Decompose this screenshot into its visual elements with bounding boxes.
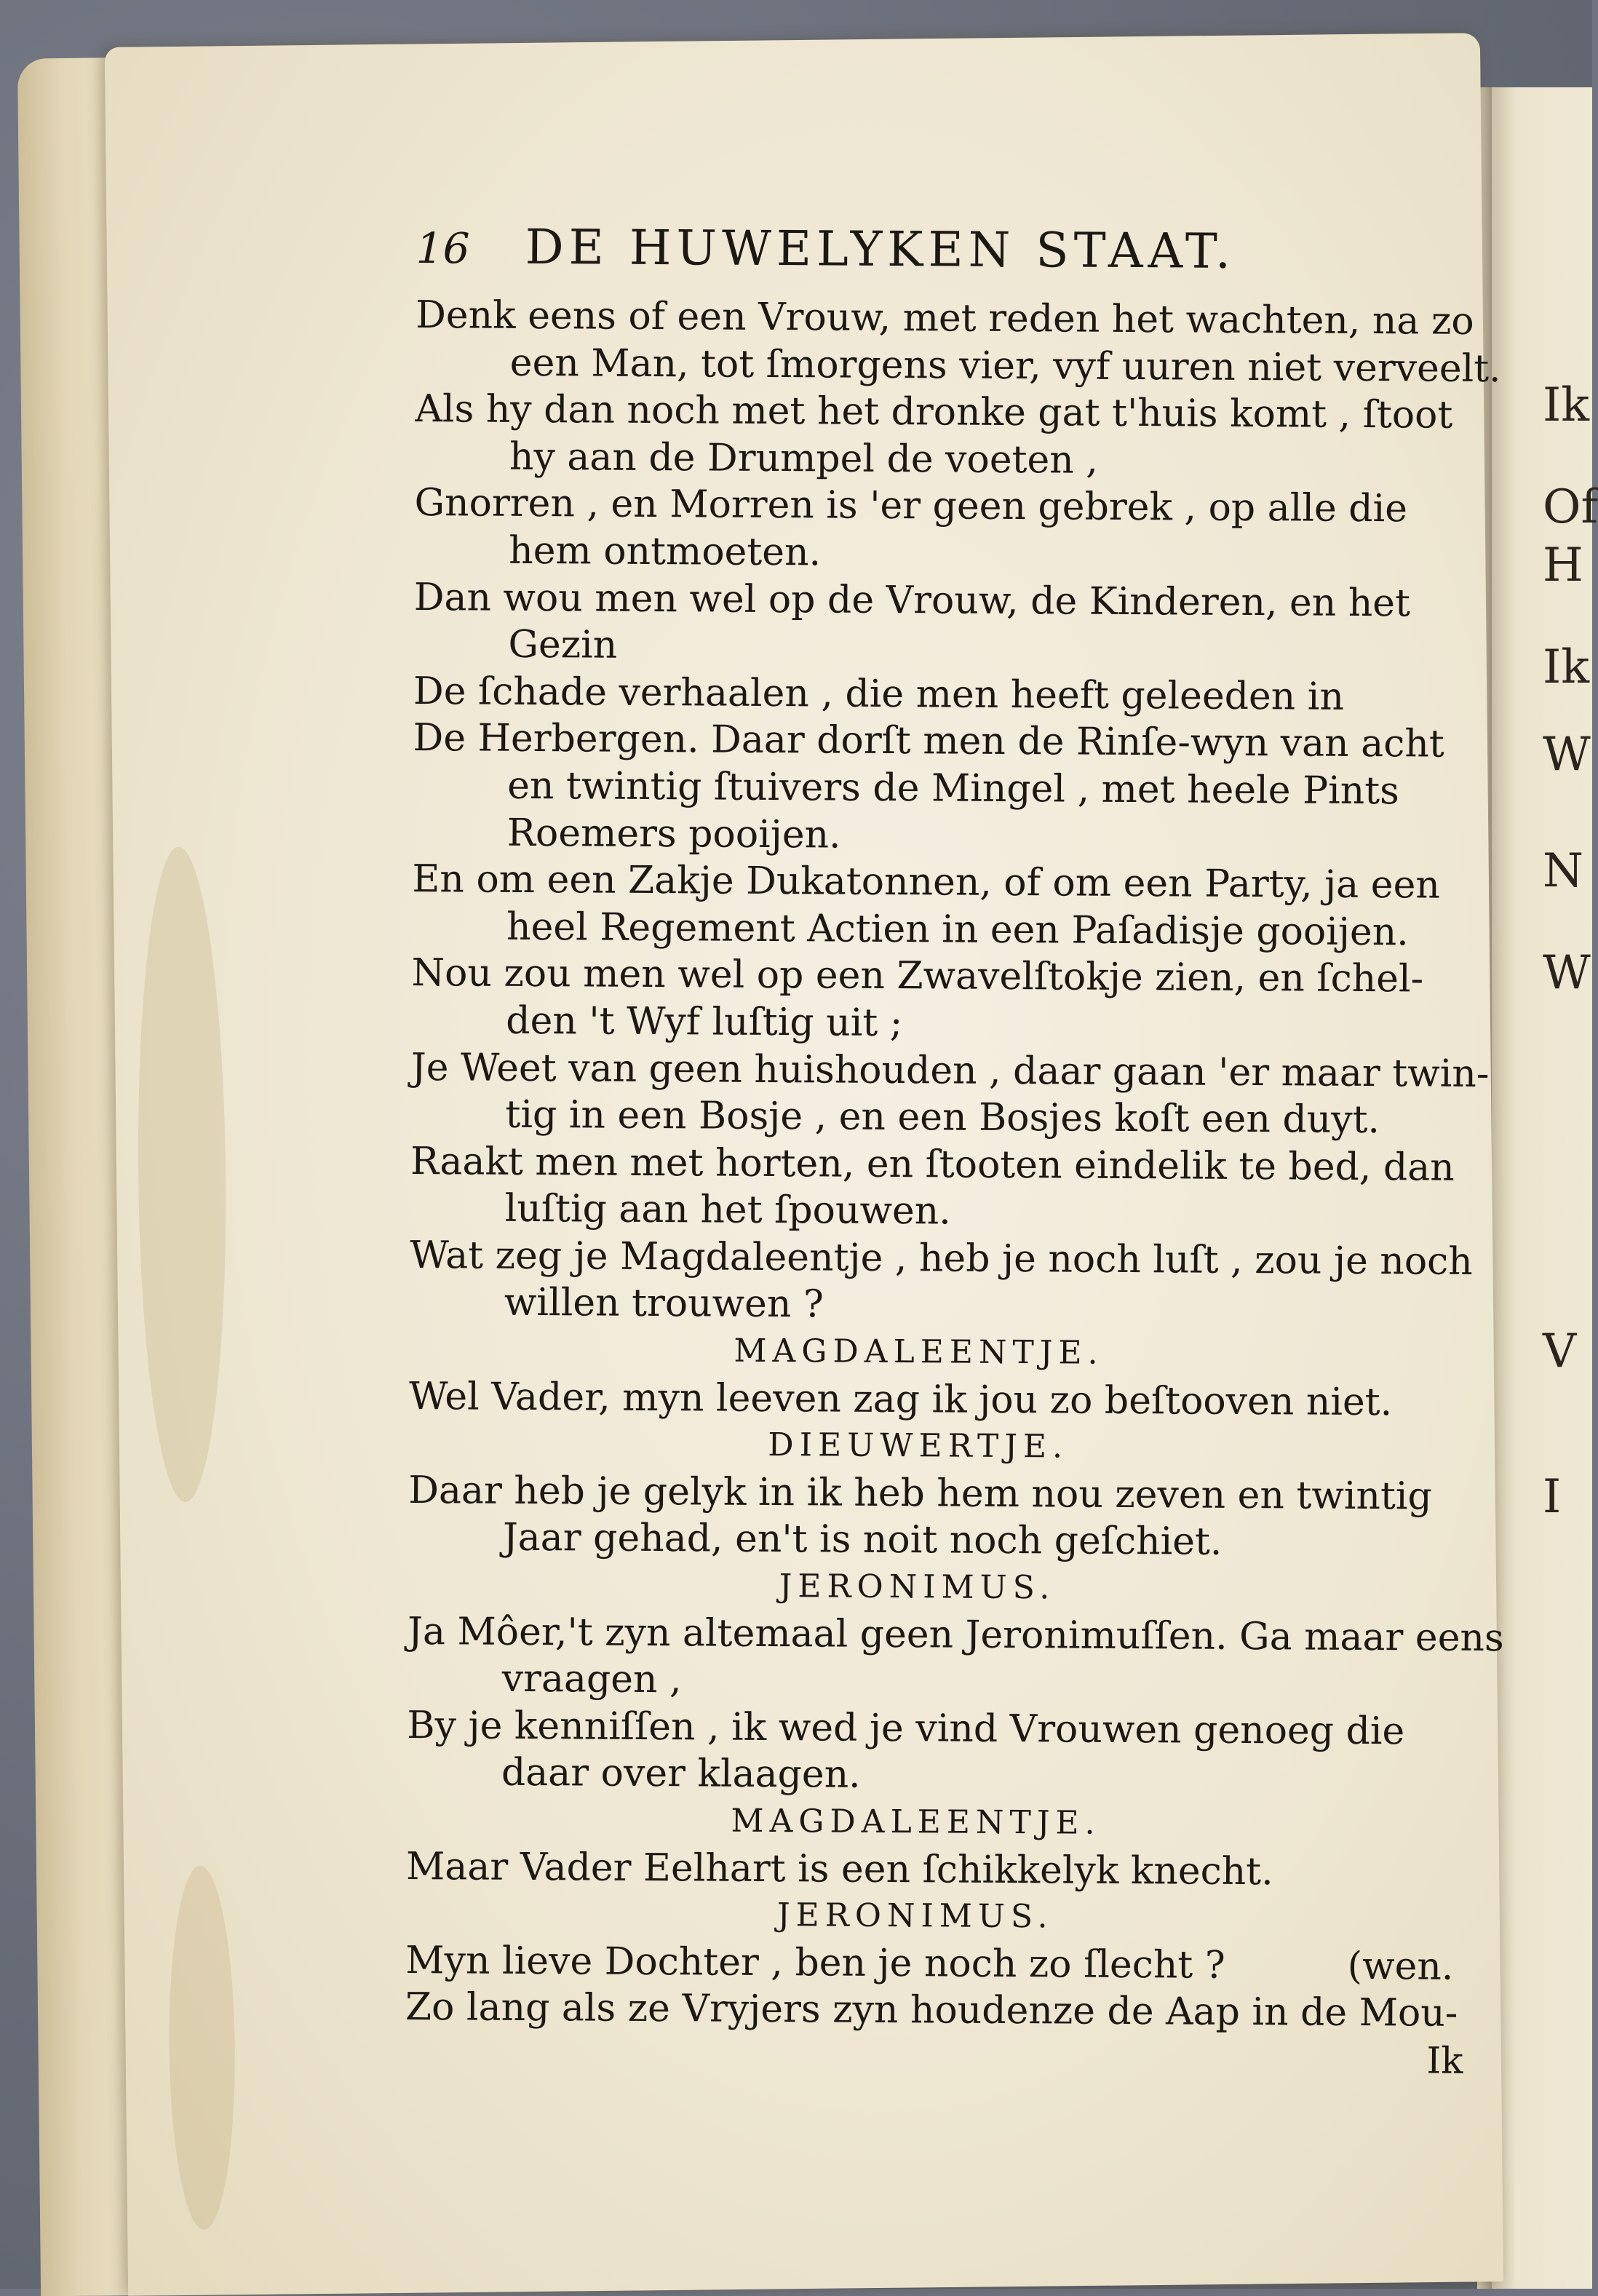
verse-line [410,1044,1490,1097]
verse-continuation-line [408,1514,1456,1567]
line-text: JERONIMUS. [776,1896,1054,1936]
verse-line [413,668,1461,721]
line-text: De Herbergen. Daar dorſt men de Rinſe-wyn van acht [413,716,1444,766]
line-text: willen trouwen ? [504,1281,824,1327]
line-text: Raakt men met horten, en ſtooten eindelik te bed, dan [410,1139,1455,1190]
facing-page-fragment: Ik [1543,640,1590,694]
line-text: JERONIMUS. [779,1568,1056,1607]
verse-continuation-line [410,1279,1458,1332]
verse-continuation-line [416,339,1501,392]
running-title: DE HUWELYKEN STAAT. [525,218,1236,279]
speaker-name [409,1326,1457,1379]
line-text: Jaar gehad, en't is noit noch geſchiet. [502,1516,1223,1565]
verse-continuation-line [410,1091,1458,1144]
line-text: Ja Môer,'t zyn altemaal geen Jeronimuſſen. Ga maar eens [407,1609,1504,1660]
line-text: Roemers pooijen. [506,811,841,857]
turnover-word: (wen. [1347,1944,1454,1989]
facing-page-fragment: I [1543,1470,1562,1524]
facing-page-fragment: W [1543,728,1591,782]
line-text: een Man, tot ſmorgens vier, vyf uuren niet verveelt. [509,341,1501,391]
line-text: luſtig aan het ſpouwen. [504,1187,951,1234]
page-number: 16 [416,223,470,274]
speaker-name [409,1420,1457,1473]
verse-continuation-line [413,809,1460,862]
line-text: tig in een Bosje , en een Bosjes koſt een duyt. [505,1092,1380,1143]
facing-page [1492,87,1598,2289]
line-text: By je kenniſſen , ik wed je vind Vrouwen genoeg die [407,1703,1405,1754]
verse-line [416,292,1474,345]
line-text: Wel Vader, myn leeven zag ik jou zo beſtooven niet. [408,1374,1393,1424]
line-text: De ſchade verhaalen , die men heeft geleeden in [413,669,1345,719]
verse-line [415,386,1463,439]
line-text: Dan wou men wel op de Vrouw, de Kinderen, en het [413,575,1411,625]
verse-continuation-line [414,527,1462,580]
verse-line [414,574,1462,627]
verse-line [409,1373,1457,1426]
line-text: hem ontmoeten. [509,528,822,575]
verse-line [410,1138,1458,1191]
line-text: Je Weet van geen huishouden , daar gaan 'er maar twin- [410,1045,1490,1096]
verse-line [411,950,1459,1003]
running-head [416,218,1464,294]
verse-line [405,1984,1458,2037]
verse-line [414,480,1462,533]
facing-page-fragment: H [1543,539,1583,592]
line-text: Zo lang als ze Vryjers zyn houdenze de Aap in de Mou- [405,1985,1458,2036]
verse-continuation-line [411,997,1459,1050]
line-text: en twintig ſtuivers de Mingel , met heele Pints [507,763,1399,814]
verse-line [406,1843,1454,1896]
facing-page-fragment: Of [1543,480,1598,534]
line-text: Nou zou men wel op een Zwavelſtokje zien, en ſchel- [411,951,1424,1001]
verse-line [413,715,1460,768]
line-text: daar over klaagen. [501,1751,861,1798]
stain [167,1865,236,2230]
catchword: Ik [1426,2039,1463,2082]
verse-line [407,1608,1504,1661]
line-text: Gnorren , en Morren is 'er geen gebrek , op alle die [414,481,1408,531]
verse-continuation-line [413,621,1461,674]
verse-line [408,1467,1456,1520]
verse-lines [405,292,1504,2038]
verse-line [407,1702,1455,1755]
facing-page-fragment: Ik [1543,378,1590,432]
line-text: En om een Zakje Dukatonnen, of om een Party, ja een [412,857,1441,907]
line-text: DIEUWERTJE. [768,1426,1069,1466]
facing-page-fragment: N [1543,844,1583,898]
line-text: Maar Vader Eelhart is een ſchikkelyk knecht. [405,1844,1273,1894]
verse-continuation-line [408,1655,1455,1708]
verse-line [412,856,1460,909]
line-text: Wat zeg je Magdaleentje , heb je noch luſt , zou je noch [410,1233,1473,1284]
line-text: heel Regement Actien in een Paſadisje gooijen. [506,905,1409,955]
line-text: hy aan de Drumpel de voeten , [509,434,1099,482]
line-text: MAGDALEENTJE. [731,1802,1101,1842]
verse-continuation-line [407,1749,1455,1802]
line-text: Als hy dan noch met het dronke gat t'huis komt , ſtoot [415,387,1453,437]
speaker-name [406,1890,1454,1943]
facing-page-fragment: V [1543,1324,1577,1378]
stain [135,846,228,1502]
line-text: vraagen , [501,1656,682,1702]
verse-line [405,1937,1453,1990]
verse-continuation-line [410,1185,1458,1238]
line-text: Daar heb je gelyk in ik heb hem nou zeven en twintig [408,1468,1432,1519]
line-text: den 't Wyf luſtig uit ; [506,998,903,1046]
line-text: MAGDALEENTJE. [734,1332,1104,1372]
line-text: Gezin [508,622,618,667]
text-block [405,218,1504,2084]
verse-continuation-line [412,903,1460,956]
line-text: Myn lieve Dochter , ben je noch zo ſlecht ? [405,1938,1225,1987]
line-text: Denk eens of een Vrouw, met reden het wachten, na zo [416,293,1474,343]
speaker-name [408,1561,1455,1614]
facing-page-fragment: W [1543,946,1591,1000]
verse-continuation-line [413,762,1460,815]
verse-line [410,1232,1473,1285]
verse-continuation-line [415,433,1463,486]
speaker-name [406,1796,1454,1849]
